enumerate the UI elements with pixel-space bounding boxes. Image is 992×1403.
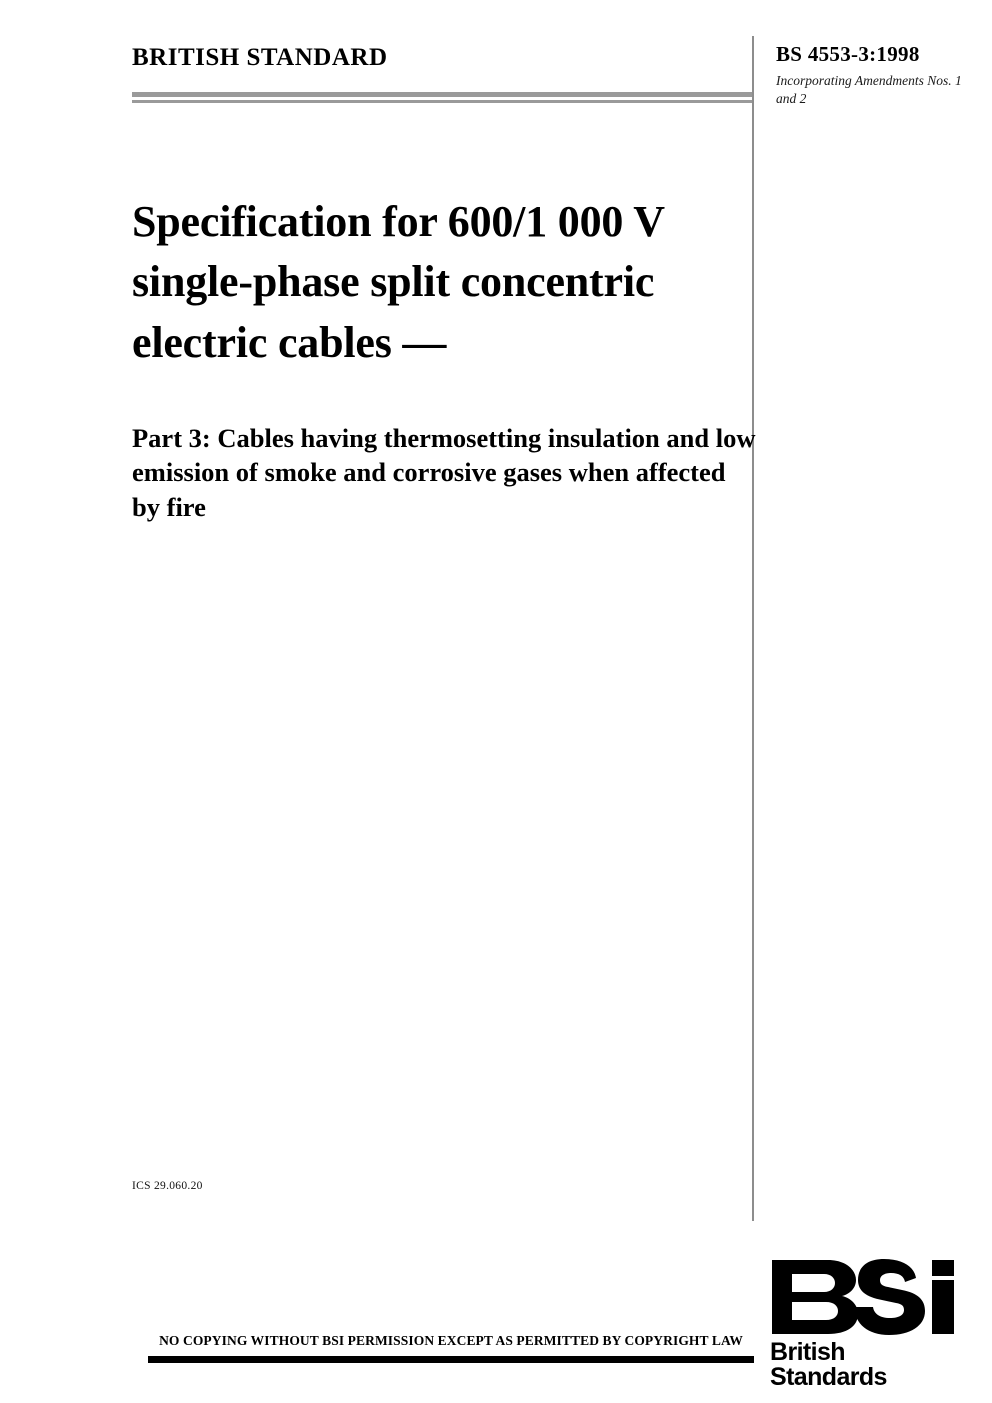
bsi-logo-mark [770,1258,960,1336]
document-reference-block [776,42,976,107]
title-block [132,192,757,524]
header-rule-thin [132,100,752,103]
footer-rule [148,1356,754,1363]
ics-code: ICS 29.060.20 [132,1180,203,1192]
british-standard-label: BRITISH STANDARD [132,44,388,71]
header-rules [132,92,752,103]
page-title: Specification for 600/1 000 V single-phase split concentric electric cables — [132,197,664,367]
amendments-note: Incorporating Amendments Nos. 1 and 2 [776,73,962,106]
copyright-notice: NO COPYING WITHOUT BSI PERMISSION EXCEPT AS PERMITTED BY COPYRIGHT LAW [159,1333,743,1348]
part-subtitle: Part 3: Cables having thermosetting insulation and low emission of smoke and corrosive gases when affected by fire [132,422,756,522]
document-number: BS 4553-3:1998 [776,42,920,66]
bsi-logo [770,1258,960,1390]
bsi-wordmark: British Standards [770,1338,887,1391]
